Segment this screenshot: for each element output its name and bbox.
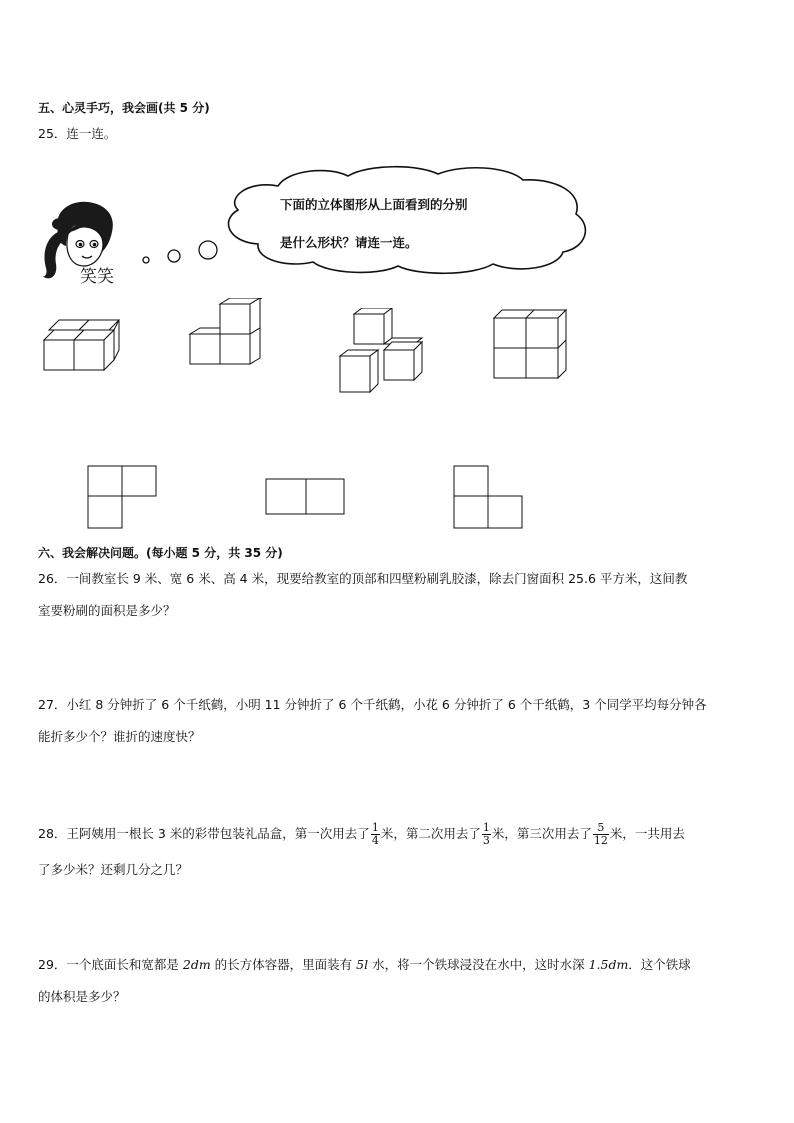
question-27-line-1: 27．小红 8 分钟折了 6 个千纸鹤，小明 11 分钟折了 6 个千纸鹤，小花 6 分钟折了 6 个千纸鹤，3 个同学平均每分钟各 <box>38 697 707 712</box>
question-25-label: 25．连一连。 <box>38 126 117 141</box>
cloud-text-line-2: 是什么形状？请连一连。 <box>280 235 418 250</box>
fraction-3 <box>593 822 609 847</box>
solid-figure-2 <box>186 298 266 376</box>
fraction-3-numerator: 5 <box>593 822 609 835</box>
cloud-text-line-1: 下面的立体图形从上面看到的分别 <box>280 197 468 212</box>
math-1-5dm: 1.5dm <box>588 957 629 972</box>
question-29-text-1: 29．一个底面长和宽都是 <box>38 957 183 972</box>
solid-figure-1 <box>40 314 124 376</box>
question-29-text-2: 的长方体容器，里面装有 <box>210 957 357 972</box>
math-5l: 5l <box>356 957 369 972</box>
question-28-line-1 <box>38 820 758 848</box>
top-view-shape-1 <box>86 464 158 530</box>
solid-figure-3 <box>338 308 430 396</box>
fraction-1-numerator: 1 <box>371 821 379 834</box>
question-29-line-2: 的体积是多少？ <box>38 989 126 1004</box>
fraction-1-denominator: 4 <box>371 834 379 847</box>
fraction-2 <box>482 822 491 847</box>
fraction-2-denominator: 3 <box>482 834 490 847</box>
question-29-line-1 <box>38 957 758 973</box>
question-27-line-2: 能折多少个？谁折的速度快？ <box>38 729 201 744</box>
girl-name-label: 笑笑 <box>80 267 114 287</box>
top-view-shape-2 <box>264 477 348 517</box>
speech-cloud <box>218 164 598 276</box>
question-28-text-3: 米，第三次用去了 <box>491 826 592 841</box>
question-29-text-4: ．这个铁球 <box>628 957 691 972</box>
question-26-line-1: 26．一间教室长 9 米、宽 6 米、高 4 米，现要给教室的顶部和四壁粉刷乳胶漆，除去门窗面积 25.6 平方米，这间教 <box>38 571 688 586</box>
solid-figure-4 <box>492 308 570 382</box>
math-2dm: 2dm <box>182 957 211 972</box>
question-29-text-3: 水，将一个铁球浸没在水中，这时水深 <box>368 957 589 972</box>
section-6-title: 六、我会解决问题。(每小题 5 分，共 35 分) <box>38 546 283 560</box>
question-28-text-1: 28．王阿姨用一根长 3 米的彩带包装礼品盒，第一次用去了 <box>38 826 370 841</box>
thought-circles <box>136 236 226 266</box>
top-view-shape-3 <box>452 464 526 530</box>
section-5-title: 五、心灵手巧，我会画(共 5 分) <box>38 101 210 115</box>
question-28-line-2: 了多少米？还剩几分之几？ <box>38 862 189 877</box>
fraction-1 <box>371 822 380 847</box>
question-28-text-2: 米，第二次用去了 <box>380 826 481 841</box>
question-28-text-4: 米，一共用去 <box>609 826 685 841</box>
fraction-2-numerator: 1 <box>482 821 490 834</box>
question-26-line-2: 室要粉刷的面积是多少？ <box>38 603 176 618</box>
fraction-3-denominator: 12 <box>593 834 608 847</box>
